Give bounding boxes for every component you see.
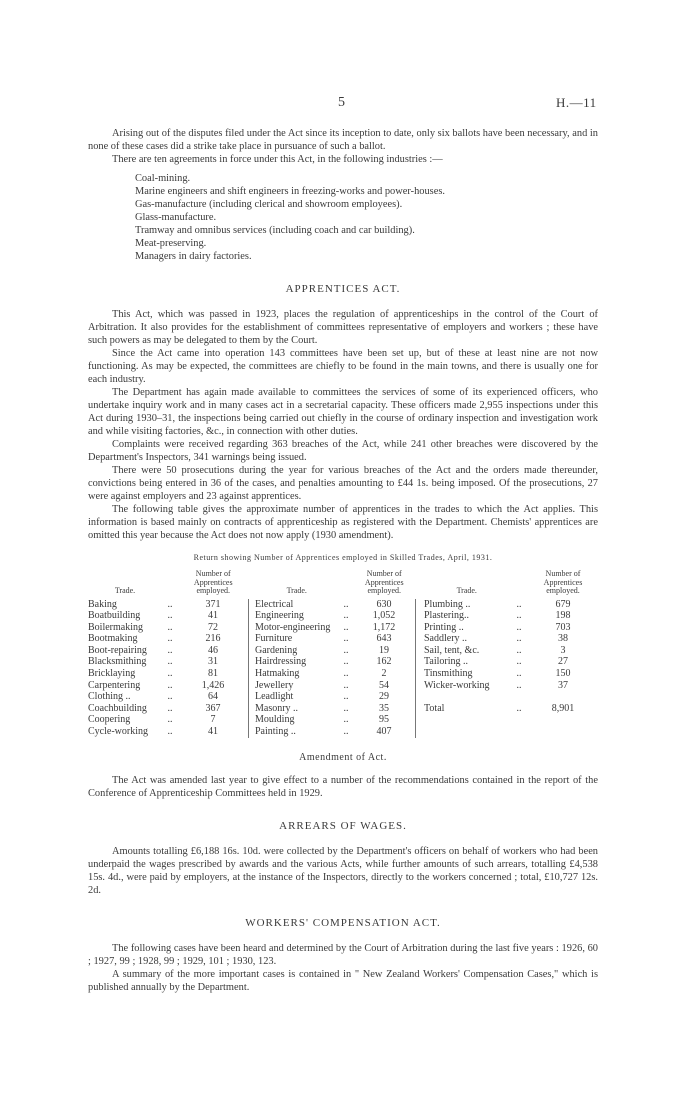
table-cell-t3: Total (424, 702, 445, 714)
page-body (88, 127, 598, 994)
table-cell-n3: 38 (558, 633, 568, 645)
table-cell-n3 (528, 726, 598, 738)
page-header (0, 96, 700, 110)
column-header-trade: Trade. (456, 586, 477, 595)
list-item: Meat-preserving. (135, 238, 207, 249)
table-row (88, 714, 598, 726)
list-item: Managers in dairy factories. (135, 251, 252, 262)
table-cell-t3: Tinsmithing (424, 668, 473, 680)
apprentices-paragraph: The Department has again made available to committees the services of some of its experienced officers, who undertake inquiry work and in many cases act in a secretarial capacity. These officers made 2,955 inspections under this Act during 1930–31, the inspections being carried out chiefly in the course of ordinary inspection and investigation work and while visiting factories, &c., in connection with other duties. (88, 387, 598, 437)
table-cell-d1: .. (167, 644, 173, 656)
table-cell-t1: Clothing .. (88, 691, 131, 703)
table-header-row (88, 570, 598, 599)
table-row (88, 599, 598, 611)
table-cell-d3: .. (516, 702, 522, 714)
table-cell-d2: .. (343, 679, 349, 691)
list-item: Marine engineers and shift engineers in freezing-works and power-houses. (135, 186, 445, 197)
table-cell-t3: Sail, tent, &c. (424, 644, 480, 656)
list-item: Coal-mining. (135, 173, 191, 184)
table-cell-d3: .. (516, 679, 522, 691)
table-cell-d3 (510, 726, 528, 738)
table-cell-d1: .. (167, 714, 173, 726)
table-cell-t3: Tailoring .. (424, 656, 469, 668)
table-cell-n2: 630 (353, 599, 416, 611)
table-cell-n1: 216 (178, 633, 249, 645)
table-cell-d1: .. (167, 702, 173, 714)
intro-paragraph: Arising out of the disputes filed under the Act since its inception to date, only six ballots have been necessary, and in none of these cases did a strike take place in pursuance of such a ballot. (88, 128, 598, 152)
table-cell-n3: 27 (558, 656, 568, 668)
table-cell-t2: Painting .. (255, 726, 296, 738)
table-cell-t3 (416, 726, 511, 738)
table-cell-t1: Cycle-working (88, 726, 148, 738)
table-cell-n1: 64 (178, 691, 249, 703)
apprentices-paragraph: This Act, which was passed in 1923, places the regulation of apprenticeships in the control of the Court of Arbitration. It also provides for the establishment of committees representative of employers and workers ; these have such powers as may be delegated to them by the Court. (88, 309, 598, 346)
table-cell-n1: 367 (178, 703, 249, 715)
table-cell-t1: Boilermaking (88, 621, 143, 633)
table-cell-d2: .. (343, 644, 349, 656)
table-row (88, 622, 598, 634)
table-cell-t2: Jewellery (255, 679, 294, 691)
list-item: Tramway and omnibus services (including coach and car building). (135, 225, 415, 236)
workers-compensation-heading: WORKERS' COMPENSATION ACT. (245, 916, 441, 929)
table-body (88, 599, 598, 738)
table-cell-n3: 150 (555, 668, 571, 680)
table-cell-t3: Saddlery .. (424, 633, 468, 645)
table-cell-n3 (528, 714, 598, 726)
table-cell-n3 (528, 691, 598, 703)
column-header-trade: Trade. (286, 586, 307, 595)
table-cell-d3: .. (516, 668, 522, 680)
table-cell-n2: 95 (353, 714, 416, 726)
agreements-paragraph: There are ten agreements in force under this Act, in the following industries :— (112, 154, 443, 165)
table-cell-d3: .. (516, 644, 522, 656)
column-header-number: Number of Apprentices employed. (364, 569, 404, 595)
table-cell-t1: Boot-repairing (88, 644, 147, 656)
table-cell-d3: .. (516, 633, 522, 645)
workers-paragraph: A summary of the more important cases is contained in " New Zealand Workers' Compensation Cases," which is published annually by the Department. (88, 968, 598, 993)
table-cell-n1: 7 (178, 714, 249, 726)
table-cell-d2: .. (343, 726, 349, 738)
table-row (88, 726, 598, 738)
arrears-heading: ARREARS OF WAGES. (279, 819, 407, 832)
table-cell-t2: Hatmaking (255, 668, 300, 680)
table-cell-d2: .. (343, 621, 349, 633)
table-row (88, 610, 598, 622)
table-cell-t2: Masonry .. (255, 702, 299, 714)
table-cell-t2: Engineering (255, 610, 304, 622)
table-cell-d2: .. (343, 668, 349, 680)
workers-paragraph: The following cases have been heard and determined by the Court of Arbitration during the last five years : 1926, 60 ; 1927, 99 ; 1928, 99 ; 1929, 101 ; 1930, 123. (88, 942, 598, 967)
table-cell-t1: Blacksmithing (88, 656, 147, 668)
table-cell-d1: .. (167, 621, 173, 633)
table-caption: Return showing Number of Apprentices employed in Skilled Trades, April, 1931. (193, 553, 493, 562)
arrears-paragraph: Amounts totalling £6,188 16s. 10d. were collected by the Department's officers on behalf of workers who had been underpaid the wages prescribed by awards and the various Acts, while further amounts of such arrears, totalling £4,538 15s. 4d., were paid by employers, at the instance of the Inspectors, directly to the workers concerned ; total, £10,727 12s. 2d. (88, 845, 598, 896)
table-cell-t2: Hairdressing (255, 656, 307, 668)
table-cell-n2: 162 (353, 656, 416, 668)
table-cell-n1: 41 (178, 610, 249, 622)
table-cell-n2: 1,172 (353, 622, 416, 634)
table-cell-d1: .. (167, 633, 173, 645)
table-cell-d2: .. (343, 702, 349, 714)
document-reference: H.—11 (556, 95, 597, 110)
apprentices-table (88, 570, 598, 738)
table-cell-d3: .. (516, 656, 522, 668)
table-cell-d2: .. (343, 598, 349, 610)
apprentices-paragraph: Complaints were received regarding 363 breaches of the Act, while 241 other breaches were discovered by the Department's Inspectors, 341 warnings being issued. (88, 439, 598, 463)
table-row (88, 645, 598, 657)
table-cell-t1: Coachbuilding (88, 702, 147, 714)
table-cell-n3: 679 (555, 598, 571, 610)
table-cell-t2: Leadlight (255, 691, 294, 703)
amendment-paragraph: The Act was amended last year to give effect to a number of the recommendations contained in the report of the Conference of Apprenticeship Committees held in 1929. (88, 774, 598, 799)
apprentices-paragraph: The following table gives the approximate number of apprentices in the trades to which the Act applies. This information is based mainly on contracts of apprenticeship as registered with the Department. Chemists' apprentices are omitted this year because the Act does not now apply (1930 amendment). (88, 504, 598, 541)
table-row (88, 656, 598, 668)
table-cell-n1: 31 (178, 656, 249, 668)
table-cell-t3: Printing .. (424, 621, 464, 633)
table-cell-d3 (510, 714, 528, 726)
table-cell-d1: .. (167, 610, 173, 622)
table-cell-d3: .. (516, 621, 522, 633)
table-cell-n1: 1,426 (178, 680, 249, 692)
table-cell-d2: .. (343, 691, 349, 703)
table-cell-d2: .. (343, 714, 349, 726)
table-cell-n3: 37 (558, 679, 568, 691)
apprentices-paragraph: There were 50 prosecutions during the year for various breaches of the Act and the orders made thereunder, convictions being entered in 36 of the cases, and penalties amounting to £44 1s. being imposed. Of the prosecutions, 27 were against employers and 23 against apprentices. (88, 465, 598, 502)
table-cell-t3 (416, 691, 511, 703)
table-cell-n2: 2 (353, 668, 416, 680)
table-cell-d2: .. (343, 610, 349, 622)
table-cell-t3 (416, 714, 511, 726)
table-cell-d1: .. (167, 726, 173, 738)
table-cell-n3: 3 (560, 644, 566, 656)
table-cell-t1: Bootmaking (88, 633, 138, 645)
table-cell-n1: 81 (178, 668, 249, 680)
table-row (88, 703, 598, 715)
table-cell-d2: .. (343, 656, 349, 668)
table-cell-d3: .. (516, 598, 522, 610)
table-cell-t2: Gardening (255, 644, 298, 656)
table-cell-d1: .. (167, 679, 173, 691)
table-cell-t3: Plastering.. (424, 610, 469, 622)
table-cell-t2: Furniture (255, 633, 293, 645)
table-cell-d2: .. (343, 633, 349, 645)
table-cell-n1: 41 (178, 726, 249, 738)
table-cell-t2: Motor-engineering (255, 621, 331, 633)
column-header-number: Number of Apprentices employed. (543, 569, 583, 595)
table-cell-n2: 19 (353, 645, 416, 657)
table-row (88, 633, 598, 645)
table-row (88, 680, 598, 692)
list-item: Glass-manufacture. (135, 212, 217, 223)
table-cell-t1: Coopering (88, 714, 131, 726)
table-cell-t3: Plumbing .. (424, 598, 471, 610)
apprentices-paragraph: Since the Act came into operation 143 committees have been set up, but of these at least nine are not now functioning. As may be expected, the committees are chiefly to be found in the main towns, and there is usually one for each industry. (88, 348, 598, 385)
table-cell-n2: 407 (353, 726, 416, 738)
table-cell-t2: Electrical (255, 598, 294, 610)
amendment-heading: Amendment of Act. (299, 751, 387, 763)
table-cell-n1: 46 (178, 645, 249, 657)
column-header-number: Number of Apprentices employed. (193, 569, 233, 595)
table-cell-n1: 72 (178, 622, 249, 634)
table-cell-t2: Moulding (255, 714, 295, 726)
table-cell-n3: 703 (555, 621, 571, 633)
column-header-trade: Trade. (114, 586, 136, 595)
table-cell-d1: .. (167, 691, 173, 703)
table-cell-t3: Wicker-working (424, 679, 490, 691)
list-item: Gas-manufacture (including clerical and showroom employees). (135, 199, 403, 210)
table-cell-n3: 198 (555, 610, 571, 622)
table-cell-n1: 371 (178, 599, 249, 611)
table-cell-n2: 643 (353, 633, 416, 645)
table-cell-t1: Bricklaying (88, 668, 136, 680)
table-cell-n3: 8,901 (551, 702, 575, 714)
table-cell-d3: .. (516, 610, 522, 622)
page-number: 5 (338, 95, 345, 110)
table-cell-n2: 35 (353, 703, 416, 715)
apprentices-act-heading: APPRENTICES ACT. (285, 283, 401, 295)
table-cell-d1: .. (167, 656, 173, 668)
table-cell-n2: 54 (353, 680, 416, 692)
table-row (88, 691, 598, 703)
table-cell-t1: Boatbuilding (88, 610, 141, 622)
industries-list (135, 172, 598, 263)
table-row (88, 668, 598, 680)
table-cell-n2: 1,052 (353, 610, 416, 622)
table-cell-n2: 29 (353, 691, 416, 703)
table-cell-d1: .. (167, 668, 173, 680)
table-cell-t1: Carpentering (88, 679, 141, 691)
table-cell-d3 (510, 691, 528, 703)
table-cell-t1: Baking (88, 598, 117, 610)
table-cell-d1: .. (167, 598, 173, 610)
